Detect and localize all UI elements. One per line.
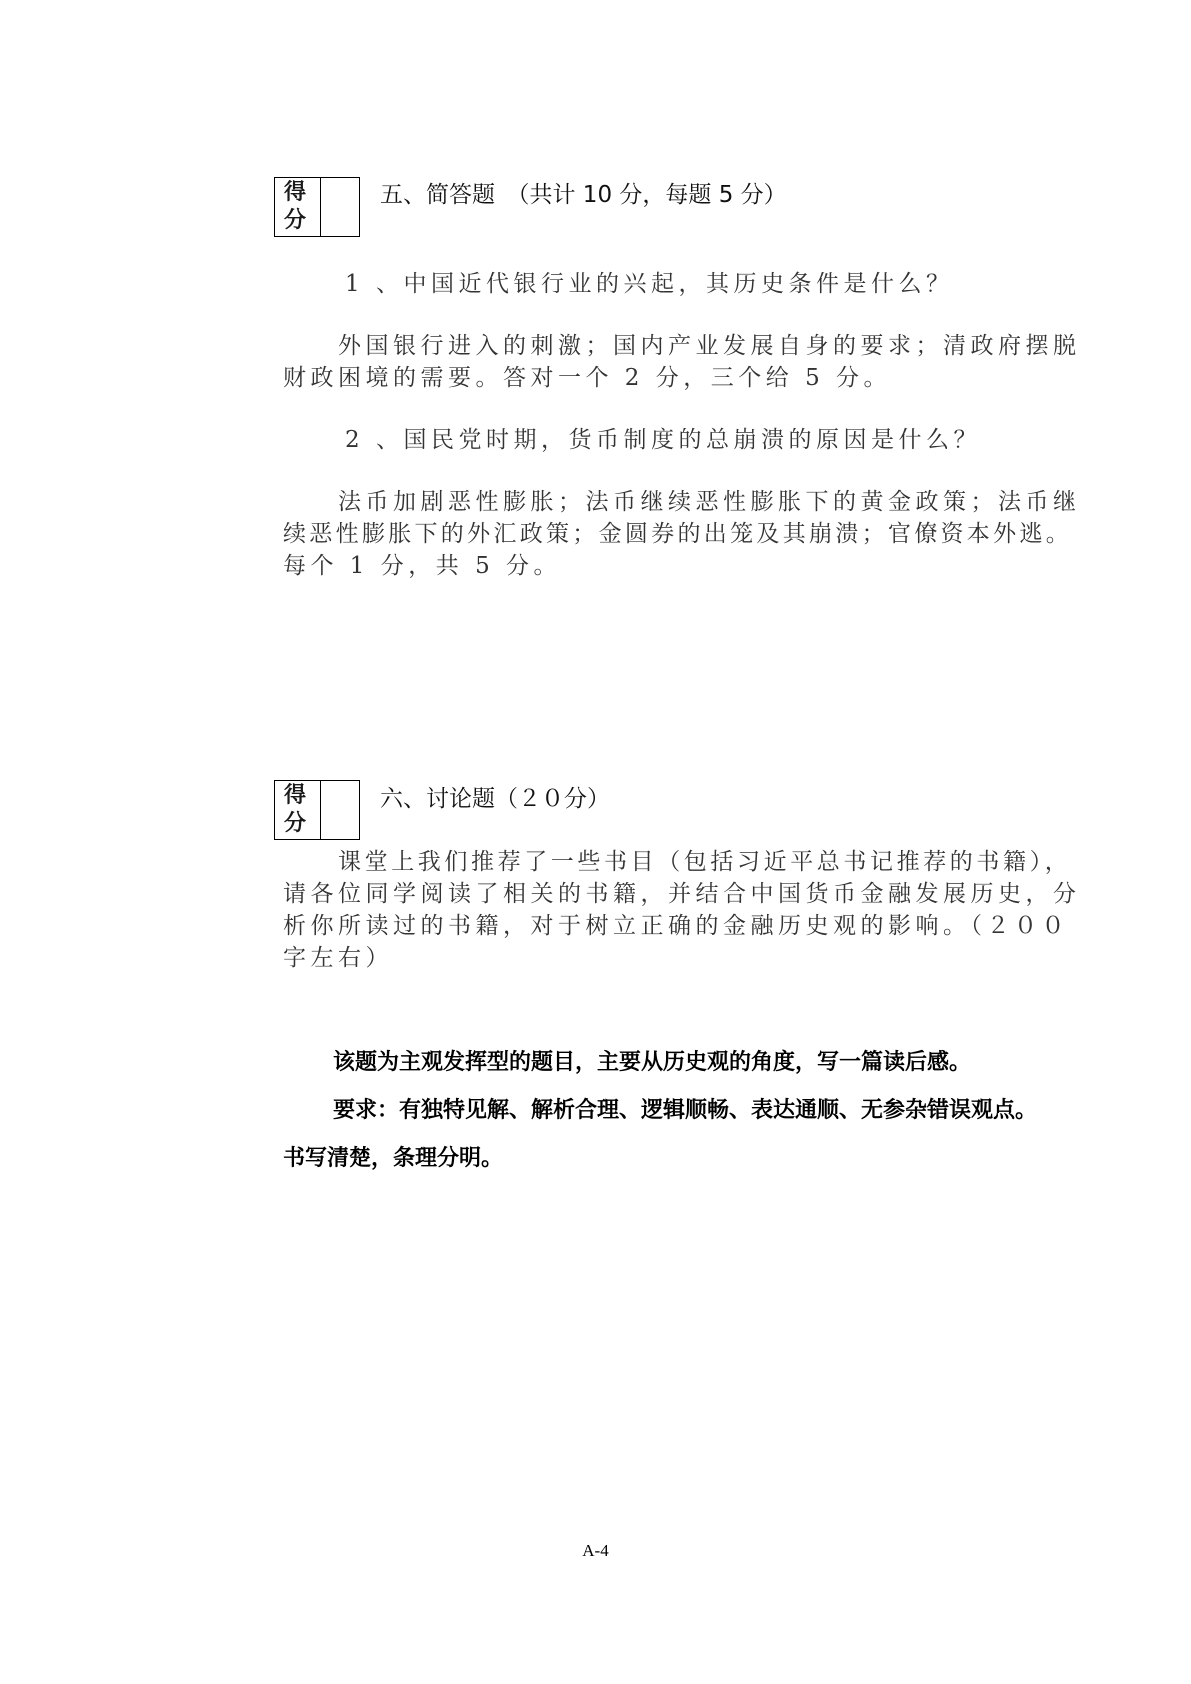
score-box-section6 — [274, 780, 360, 840]
question-6-line-1: 课堂上我们推荐了一些书目（包括习近平总书记推荐的书籍）， — [338, 849, 1072, 875]
question-1: 1 、中国近代银行业的兴起，其历史条件是什么？ — [345, 271, 954, 297]
answer-1-line-2: 财政困境的需要。答对一个 2 分，三个给 5 分。 — [283, 365, 892, 391]
answer-2-line-1: 法币加剧恶性膨胀；法币继续恶性膨胀下的黄金政策；法币继 — [338, 489, 1081, 515]
answer-2-line-2: 续恶性膨胀下的外汇政策；金圆券的出笼及其崩溃；官僚资本外逃。 — [283, 521, 1072, 547]
question-6-line-4: 字左右） — [283, 945, 393, 971]
question-6-line-3: 析你所读过的书籍，对于树立正确的金融历史观的影响。（２００ — [283, 913, 1069, 939]
score-label-char: 得 — [284, 180, 307, 205]
section5-title: 五、简答题 （共计 10 分，每题 5 分） — [380, 182, 787, 208]
score-label-char: 分 — [284, 208, 307, 233]
score-label-cell — [275, 178, 321, 236]
answer-1-line-1: 外国银行进入的刺激；国内产业发展自身的要求；清政府摆脱 — [338, 333, 1081, 359]
question-2: 2 、国民党时期，货币制度的总崩溃的原因是什么？ — [345, 427, 981, 453]
answer-6-line-1: 该题为主观发挥型的题目，主要从历史观的角度，写一篇读后感。 — [333, 1050, 972, 1075]
score-label-cell — [275, 781, 321, 839]
score-label-char: 得 — [284, 783, 307, 808]
page-number: A-4 — [582, 1541, 609, 1560]
answer-2-line-3: 每个 1 分，共 5 分。 — [283, 553, 562, 579]
question-6-line-2: 请各位同学阅读了相关的书籍，并结合中国货币金融发展历史，分 — [283, 881, 1081, 907]
section6-title: 六、讨论题（２０分） — [380, 786, 610, 812]
answer-6-line-2: 要求：有独特见解、解析合理、逻辑顺畅、表达通顺、无参杂错误观点。 — [333, 1098, 1038, 1123]
answer-6-line-3: 书写清楚，条理分明。 — [283, 1146, 504, 1171]
score-box-section5 — [274, 177, 360, 237]
score-label-char: 分 — [284, 811, 307, 836]
